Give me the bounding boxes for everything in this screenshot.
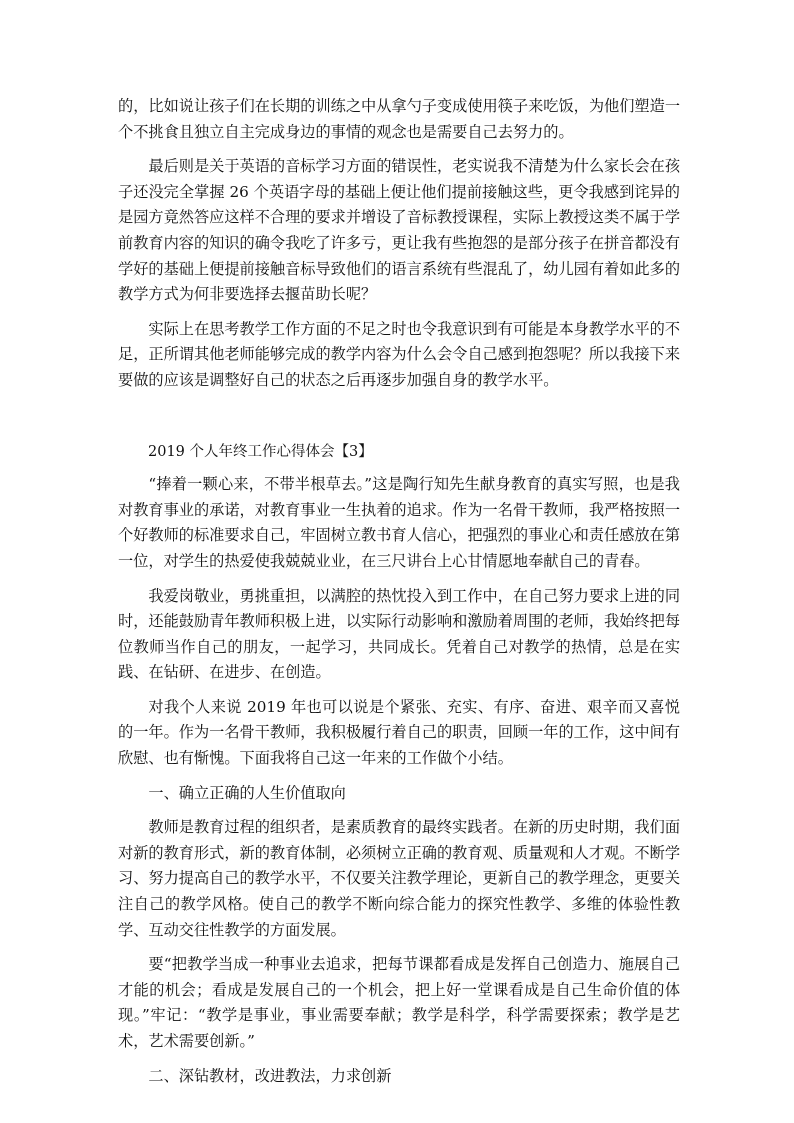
heading-textbook: 二、深钻教材，改进教法，力求创新 (148, 1066, 392, 1085)
paragraph-year-summary: 对我个人来说 2019 年也可以说是个紧张、充实、有序、奋进、艰辛而又喜悦的一年。作为一名骨干教师，我积极履行着自己的职责，回顾一年的工作，这中间有欣慰、也有惭愧。下面我将自己这一年来的工作做个小结。 (118, 697, 680, 768)
paragraph-teacher-role: 教师是教育过程的组织者，是素质教育的最终实践者。在新的历史时期，我们面对新的教育形式，新的教育体制，必须树立正确的教育观、质量观和人才观。不断学习、努力提高自己的教学水平，不仅要关注教学理论，更新自己的教学理念，更要关注自己的教学风格。使自己的教学不断向综合能力的探究性教学、多维的体验性教学、互动交往性教学的方面发展。 (118, 818, 680, 939)
paragraph-continued: 的，比如说让孩子们在长期的训练之中从拿勺子变成使用筷子来吃饭，为他们塑造一个不挑食且独立自主完成身边的事情的观念也是需要自己去努力的。 (118, 97, 680, 141)
paragraph-phonetics: 最后则是关于英语的音标学习方面的错误性，老实说我不清楚为什么家长会在孩子还没完全掌握 26 个英语字母的基础上便让他们提前接触这些，更令我感到诧异的是园方竟然答应这样不合理的要求并增设了音标教授课程，实际上教授这类不属于学前教育内容的知识的确令我吃了许多亏，更让我有些抱怨的是部分孩子在拼音都没有学好的基础上便提前接触音标导致他们的语言系统有些混乱了，幼儿园有着如此多的教学方式为何非要选择去揠苗助长呢？ (118, 157, 680, 304)
section-title: 2019 个人年终工作心得体会【3】 (148, 443, 373, 460)
document-page (118, 94, 680, 1098)
paragraph-teaching-career: 要“把教学当成一种事业去追求，把每节课都看成是发挥自己创造力、施展自己才能的机会；看成是发展自己的一个机会，把上好一堂课看成是自己生命价值的体现。”牢记：“教学是事业，事业需要奉献；教学是科学，科学需要探索；教学是艺术，艺术需要创新。” (118, 955, 680, 1050)
section-gap (118, 403, 680, 440)
paragraph-reflection: 实际上在思考教学工作方面的不足之时也令我意识到有可能是本身教学水平的不足，正所谓其他老师能够完成的教学内容为什么会令自己感到抱怨呢？所以我接下来要做的应该是调整好自己的状态之后再逐步加强自身的教学水平。 (118, 319, 680, 389)
paragraph-dedication: 我爱岗敬业，勇挑重担，以满腔的热忱投入到工作中，在自己努力要求上进的同时，还能鼓励青年教师积极上进，以实际行动影响和激励着周围的老师，我始终把每位教师当作自己的朋友，一起学习，共同成长。凭着自己对教学的热情，总是在实践、在钻研、在进步、在创造。 (118, 586, 680, 682)
heading-values: 一、确立正确的人生价值取向 (148, 783, 346, 802)
paragraph-intro-quote: “捧着一颗心来，不带半根草去。”这是陶行知先生献身教育的真实写照，也是我对教育事业的承诺，对教育事业一生执着的追求。作为一名骨干教师，我严格按照一个好教师的标准要求自己，牢固树立教书育人信心，把强烈的事业心和责任感放在第一位，对学生的热爱使我兢兢业业，在三尺讲台上心甘情愿地奉献自己的青春。 (118, 475, 680, 570)
